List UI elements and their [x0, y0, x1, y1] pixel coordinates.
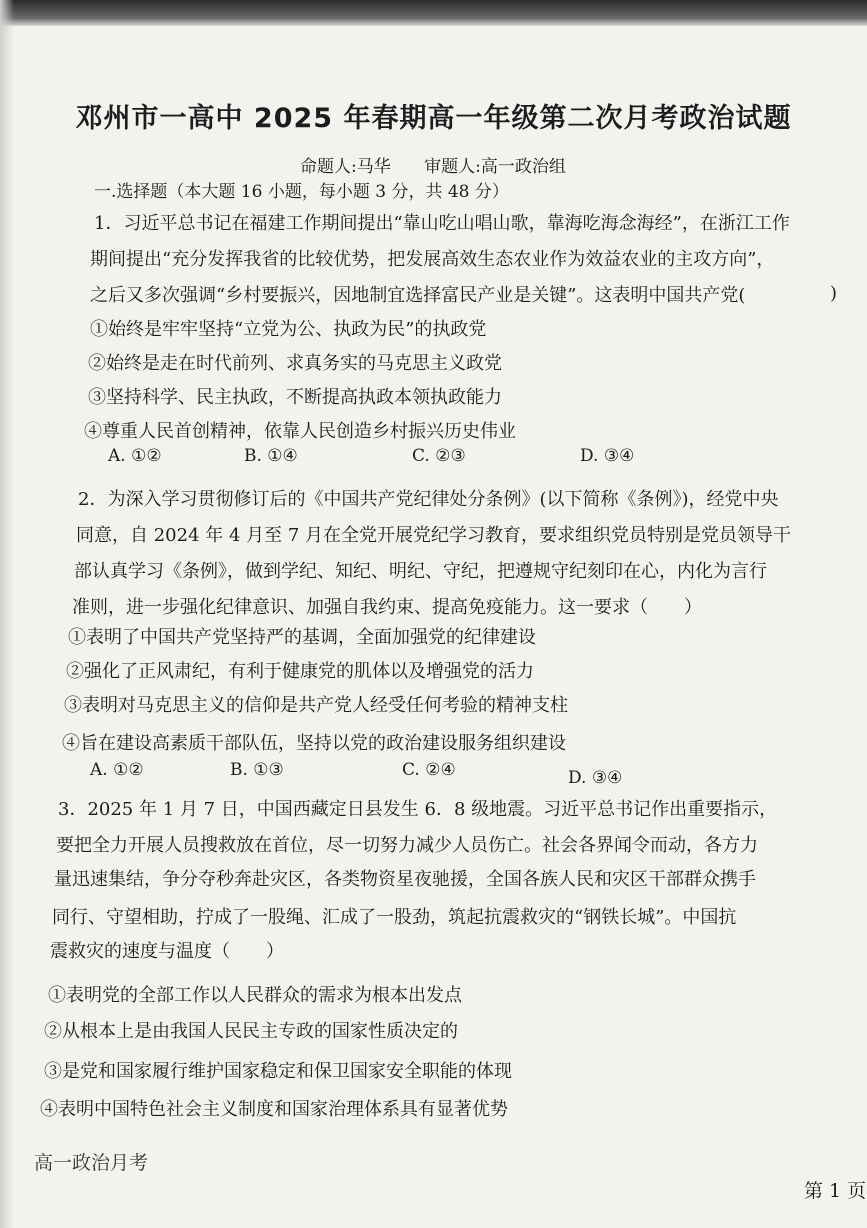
question-stem-line: 部认真学习《条例》，做到学纪、知纪、明纪、守纪，把遵规守纪刻印在心，内化为言行: [74, 561, 767, 582]
question-stem-line: 2．为深入学习贯彻修订后的《中国共产党纪律处分条例》(以下简称《条例》)，经党中央: [78, 489, 779, 510]
option-a: A. ①②: [90, 760, 144, 780]
statement-3: ③是党和国家履行维护国家稳定和保卫国家安全职能的体现: [44, 1061, 512, 1082]
statement-4: ④尊重人民首创精神，依靠人民创造乡村振兴历史伟业: [84, 421, 516, 442]
option-c: C. ②③: [412, 446, 466, 466]
question-stem-line: 同行、守望相助，拧成了一股绳、汇成了一股劲，筑起抗震救灾的“钢铁长城”。中国抗: [52, 907, 737, 928]
question-stem-line: 3．2025 年 1 月 7 日，中国西藏定日县发生 6．8 级地震。习近平总书记作出重要指示，: [58, 799, 778, 820]
statement-1: ①始终是牢牢坚持“立党为公、执政为民”的执政党: [90, 319, 487, 340]
section-heading: 一.选择题（本大题 16 小题，每小题 3 分，共 48 分）: [94, 182, 509, 202]
option-b: B. ①③: [230, 760, 284, 780]
footer-course-label: 高一政治月考: [34, 1152, 149, 1174]
statement-2: ②从根本上是由我国人民民主专政的国家性质决定的: [44, 1021, 458, 1042]
setter-label: 命题人:马华: [300, 157, 391, 177]
question-stem-line: 准则，进一步强化纪律意识、加强自我约束、提高免疫能力。这一要求（ ）: [72, 597, 702, 618]
statement-3: ③坚持科学、民主执政，不断提高执政本领执政能力: [88, 387, 502, 408]
question-stem-line: 震救灾的速度与温度（ ）: [50, 941, 284, 962]
question-stem-line: 量迅速集结，争分夺秒奔赴灾区，各类物资星夜驰援，全国各族人民和灾区干部群众携手: [54, 869, 756, 890]
statement-4: ④旨在建设高素质干部队伍，坚持以党的政治建设服务组织建设: [62, 733, 566, 754]
option-a: A. ①②: [108, 446, 162, 466]
author-line: [300, 152, 594, 177]
option-d: D. ③④: [568, 768, 623, 788]
statement-1: ①表明党的全部工作以人民群众的需求为根本出发点: [48, 985, 462, 1006]
question-stem-line: 要把全力开展人员搜救放在首位，尽一切努力减少人员伤亡。社会各界闻令而动，各方力: [56, 835, 758, 856]
statement-1: ①表明了中国共产党坚持严的基调，全面加强党的纪律建设: [68, 627, 536, 648]
statement-2: ②始终是走在时代前列、求真务实的马克思主义政党: [88, 353, 502, 374]
statement-4: ④表明中国特色社会主义制度和国家治理体系具有显著优势: [40, 1099, 508, 1120]
answer-paren-close: ): [830, 283, 838, 304]
statement-3: ③表明对马克思主义的信仰是共产党人经受任何考验的精神支柱: [64, 695, 568, 716]
statement-2: ②强化了正风肃纪，有利于健康党的肌体以及增强党的活力: [66, 661, 534, 682]
question-stem-line: 之后又多次强调“乡村要振兴，因地制宜选择富民产业是关键”。这表明中国共产党(: [90, 285, 746, 306]
question-stem-line: 期间提出“充分发挥我省的比较优势，把发展高效生态农业作为效益农业的主攻方向”，: [90, 249, 775, 270]
page-number: 第 1 页: [804, 1180, 867, 1202]
reviewer-label: 审题人:高一政治组: [424, 157, 566, 177]
question-stem-line: 同意，自 2024 年 4 月至 7 月在全党开展党纪学习教育，要求组织党员特别是党员领导干: [76, 525, 792, 546]
option-b: B. ①④: [244, 446, 298, 466]
question-stem-line: 1．习近平总书记在福建工作期间提出“靠山吃山唱山歌，靠海吃海念海经”，在浙江工作: [94, 213, 790, 234]
option-c: C. ②④: [402, 760, 456, 780]
page-title: 邓州市一高中 2025 年春期高一年级第二次月考政治试题: [75, 103, 792, 134]
option-d: D. ③④: [580, 446, 635, 466]
